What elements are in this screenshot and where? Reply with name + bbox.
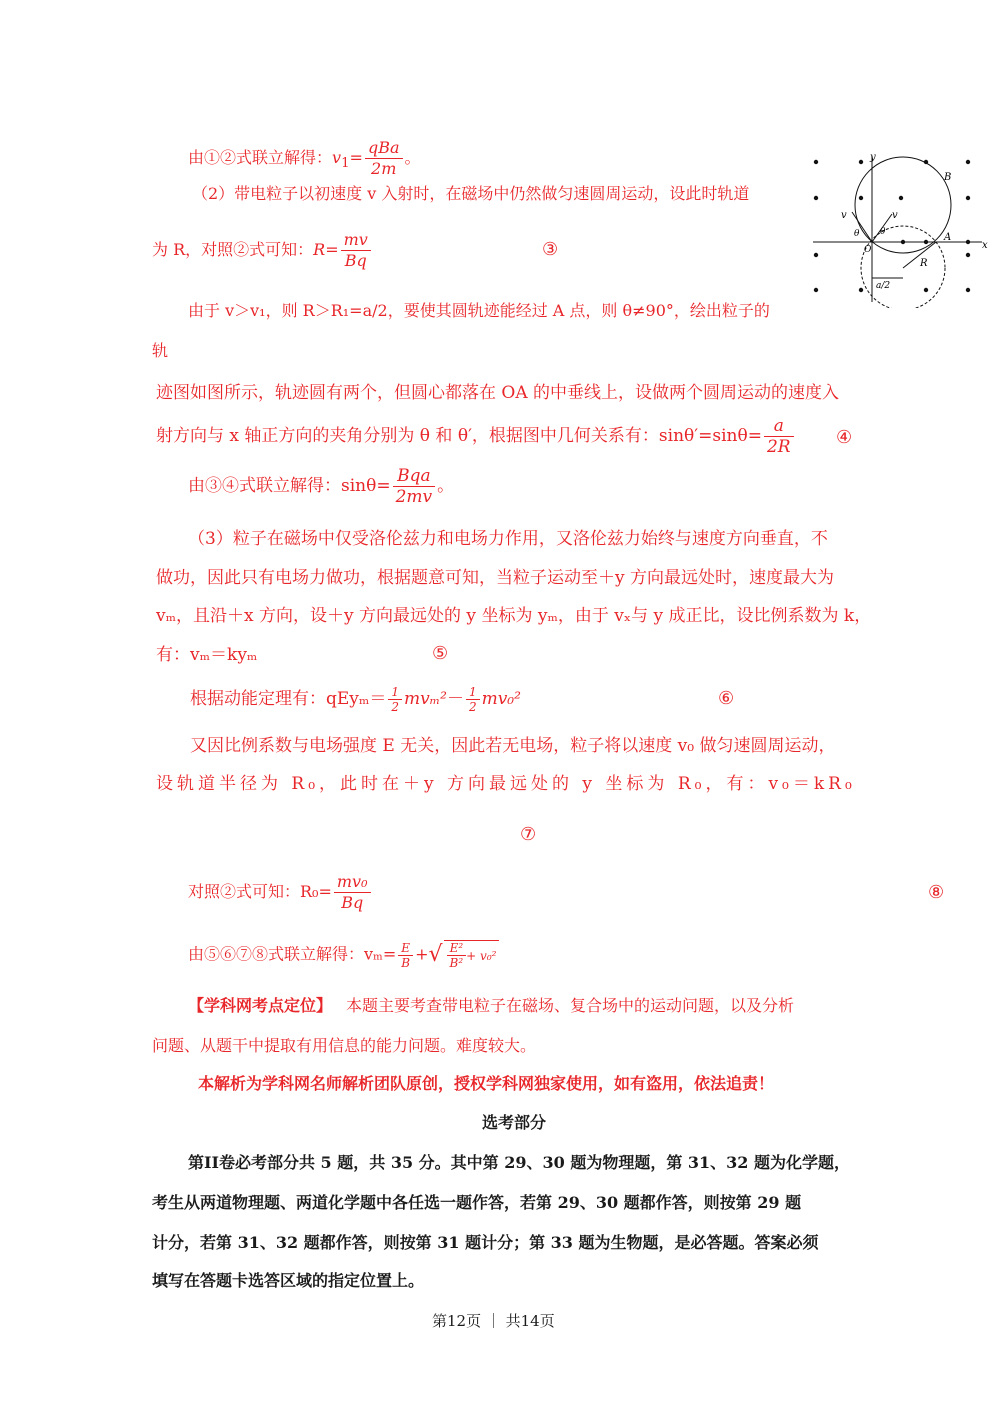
label-A: A	[944, 232, 952, 243]
label-x: x	[982, 240, 988, 251]
eq-mark-8: ⑧	[928, 882, 945, 903]
kaodian-line-2: 问题、从题干中提取有用信息的能力问题。难度较大。	[152, 1036, 537, 1055]
kaodian-line-1: 【学科网考点定位】 本题主要考查带电粒子在磁场、复合场中的运动问题，以及分析	[188, 996, 795, 1015]
label-O: O	[864, 245, 872, 255]
line-5: 轨	[152, 341, 169, 360]
para-line-4: 填写在答题卡选答区域的指定位置上。	[152, 1271, 425, 1290]
fraction: $\frac{a}{2R}$	[764, 416, 794, 457]
fraction: $\frac{1}{2}$	[388, 685, 402, 714]
eq-mark-6: ⑥	[718, 688, 735, 709]
para-line-2: 考生从两道物理题、两道化学题中各任选一题作答，若第 29、30 题都作答，则按第 29 题	[152, 1193, 802, 1212]
line-7: 射方向与 x 轴正方向的夹角分别为 θ 和 θ′，根据图中几何关系有：sinθ′=sinθ= $\frac{a}{2R}$	[156, 416, 796, 457]
line-18: 由⑤⑥⑦⑧式联立解得：vₘ= $\frac{E}{B}$ +√ $\frac{\text{E²}}{\text{B²}}$ + v₀²	[188, 940, 499, 970]
fraction: $\frac{\text{qBa}}{2m}$	[365, 138, 403, 179]
line-15: 设轨道半径为 R₀，此时在＋y 方向最远处的 y 坐标为 R₀，有：v₀＝kR₀	[156, 774, 856, 794]
label-a-half: a/2	[876, 281, 891, 291]
line-9: （3）粒子在磁场中仅受洛伦兹力和电场力作用，又洛伦兹力始终与速度方向垂直，不	[188, 529, 828, 549]
sqrt: $\frac{\text{E²}}{\text{B²}}$ + v₀²	[444, 940, 500, 970]
line-14: 又因比例系数与电场强度 E 无关，因此若无电场，粒子将以速度 v₀ 做匀速圆周运动，	[190, 736, 836, 756]
section-title: 选考部分	[482, 1113, 547, 1132]
fraction: $\frac{E}{B}$	[398, 941, 413, 970]
label-v1: v	[841, 210, 847, 221]
label-v2: v	[892, 210, 898, 221]
fraction: $\frac{\text{mv₀}}{Bq}$	[334, 872, 371, 913]
fraction: $\frac{mv}{Bq}$	[341, 230, 371, 271]
line-2: （2）带电粒子以初速度 v 入射时，在磁场中仍然做匀速圆周运动，设此时轨道	[192, 184, 750, 203]
line-12: 有：vₘ＝kyₘ	[156, 645, 258, 665]
para-line-1: 第II卷必考部分共 5 题，共 35 分。其中第 29、30 题为物理题，第 31、32 题为化学题，	[188, 1153, 850, 1172]
label-B: B	[944, 172, 952, 183]
line-13: 根据动能定理有：qEyₘ＝ $\frac{1}{2}$ mvₘ²－ $\frac{1}{2}$ mv₀²	[190, 685, 521, 714]
fraction: $\frac{\text{Bqa}}{2mv}$	[393, 466, 436, 507]
line-17: 对照②式可知：R₀= $\frac{\text{mv₀}}{Bq}$	[188, 872, 373, 913]
line-10: 做功，因此只有电场力做功，根据题意可知，当粒子运动至＋y 方向最远处时，速度最大为	[156, 568, 835, 588]
line-3: 为 R，对照②式可知：R= $\frac{mv}{Bq}$	[152, 230, 373, 271]
fraction: $\frac{1}{2}$	[466, 685, 480, 714]
trajectory-figure	[808, 150, 990, 308]
line-6: 迹图如图所示，轨迹圆有两个，但圆心都落在 OA 的中垂线上，设做两个圆周运动的速度入	[156, 383, 840, 403]
eq-mark-5: ⑤	[432, 643, 449, 664]
eq-mark-3: ③	[542, 239, 559, 260]
line-4: 由于 v＞v₁，则 R＞R₁=a/2，要使其圆轨迹能经过 A 点，则 θ≠90°，绘出粒子的	[188, 301, 770, 320]
label-theta-2: θ	[880, 227, 886, 237]
label-y: y	[870, 152, 876, 163]
page-footer: 第12页 ｜ 共14页	[432, 1312, 555, 1330]
line-1: 由①②式联立解得：$v_1=$ $\frac{\text{qBa}}{2m}$ 。	[188, 138, 421, 178]
copyright-notice: 本解析为学科网名师解析团队原创，授权学科网独家使用，如有盗用，依法追责！	[198, 1074, 775, 1093]
para-line-3: 计分，若第 31、32 题都作答，则按第 31 题计分；第 33 题为生物题，是必答题。答案必须	[152, 1233, 819, 1252]
trajectory-circle-dashed	[861, 226, 945, 308]
label-R: R	[920, 258, 928, 269]
eq-mark-4: ④	[836, 427, 853, 448]
line-8: 由③④式联立解得：sinθ= $\frac{\text{Bqa}}{2mv}$ 。	[188, 466, 455, 507]
line-11: vₘ，且沿＋x 方向，设＋y 方向最远处的 y 坐标为 yₘ，由于 vₓ与 y 成正比，设比例系数为 k，	[156, 606, 872, 626]
eq-mark-7: ⑦	[520, 824, 537, 845]
label-theta-1: θ	[854, 229, 860, 239]
